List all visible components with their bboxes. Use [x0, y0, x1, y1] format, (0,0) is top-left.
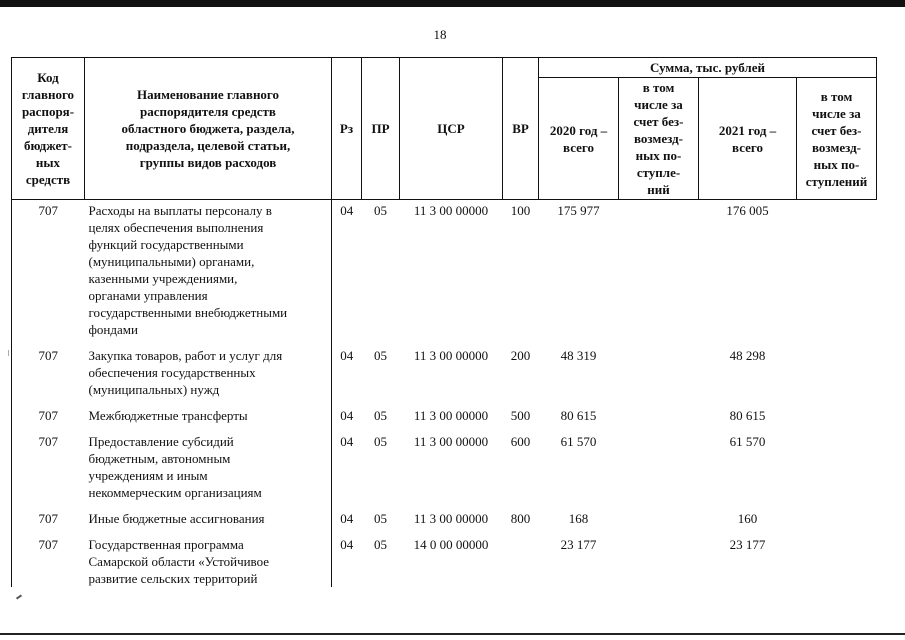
table-row — [12, 407, 877, 424]
header-text-line: ных — [35, 155, 61, 170]
expense-name-line: Иные бюджетные ассигнования — [88, 511, 265, 526]
sum-2020-total: 23 177 — [560, 537, 597, 552]
header-text-line: ступле- — [636, 165, 681, 180]
expense-name-line: Государственная программа — [88, 537, 244, 552]
spacer-cell — [400, 501, 503, 510]
expense-name-line: обеспечения государственных — [88, 365, 256, 380]
header-2020-total — [539, 78, 619, 200]
spacer-cell — [699, 398, 797, 407]
header-text-line: числе за — [812, 105, 861, 121]
expense-name-line: функций государственными — [88, 237, 244, 252]
table-row — [12, 200, 877, 339]
expense-name — [85, 407, 332, 424]
expense-name-line: Предоставление субсидий — [88, 434, 234, 449]
row-spacer — [12, 398, 877, 407]
spacer-cell — [332, 527, 362, 536]
header-text-line: областного бюджета, раздела, — [121, 121, 295, 136]
section-code: 04 — [340, 434, 354, 449]
section-code: 04 — [340, 408, 354, 423]
expense-name-line: учреждениям и иным — [88, 468, 208, 483]
header-pr: ПР — [362, 58, 400, 200]
sum-2020-grants — [619, 200, 699, 339]
sum-2020-total: 61 570 — [560, 434, 597, 449]
expense-name-line: казенными учреждениями, — [88, 271, 238, 286]
spacer-cell — [362, 398, 400, 407]
gr-code: 707 — [12, 536, 85, 587]
spacer-cell — [797, 398, 877, 407]
expense-name — [85, 200, 332, 339]
header-name — [85, 58, 332, 200]
header-vr: ВР — [503, 58, 539, 200]
header-sum-group: Сумма, тыс. рублей — [539, 58, 877, 78]
table-row — [12, 433, 877, 501]
subsection-code: 05 — [374, 434, 387, 449]
gr-code: 707 — [12, 510, 85, 527]
sum-2020-grants — [619, 510, 699, 527]
header-text-line: распорядителя средств — [140, 104, 276, 119]
subsection-code: 05 — [374, 537, 387, 552]
spacer-cell — [85, 424, 332, 433]
spacer-cell — [503, 501, 539, 510]
expense-type-code: 500 — [510, 408, 531, 423]
gr-code: 707 — [12, 347, 85, 398]
expense-type-code: 200 — [510, 348, 531, 363]
spacer-cell — [12, 527, 85, 536]
gr-code: 707 — [12, 200, 85, 339]
spacer-cell — [503, 338, 539, 347]
target-article-code: 11 3 00 00000 — [413, 348, 489, 363]
spacer-cell — [539, 527, 619, 536]
header-text-line: средств — [25, 172, 71, 187]
subsection-code: 05 — [374, 511, 387, 526]
header-2021-grants — [797, 78, 877, 200]
spacer-cell — [797, 501, 877, 510]
header-text-line: счет без- — [633, 114, 684, 129]
header-text-line: ступлений — [805, 173, 868, 189]
header-text-line: в том — [820, 88, 853, 104]
table-row — [12, 536, 877, 587]
spacer-cell — [332, 424, 362, 433]
sum-2021-grants — [797, 510, 877, 527]
section-code: 04 — [340, 203, 354, 218]
spacer-cell — [12, 424, 85, 433]
spacer-cell — [332, 338, 362, 347]
expense-name-line: некоммерческим организациям — [88, 485, 262, 500]
table-row — [12, 510, 877, 527]
expense-name — [85, 510, 332, 527]
expense-name-line: Расходы на выплаты персоналу в — [88, 203, 272, 218]
header-text-line: в том — [642, 80, 675, 95]
sum-2021-total: 61 570 — [729, 434, 766, 449]
expense-type-code — [503, 536, 539, 587]
budget-table — [11, 57, 877, 587]
expense-name-line: Самарской области «Устойчивое — [88, 554, 270, 569]
top-border — [0, 0, 905, 7]
scan-mark — [8, 350, 9, 356]
sum-2021-total: 23 177 — [729, 537, 766, 552]
spacer-cell — [400, 338, 503, 347]
spacer-cell — [539, 398, 619, 407]
spacer-cell — [12, 398, 85, 407]
header-text-line: бюджет- — [23, 138, 72, 153]
table-header — [12, 58, 877, 200]
section-code: 04 — [340, 537, 354, 552]
expense-name-line: органами управления — [88, 288, 208, 303]
spacer-cell — [400, 398, 503, 407]
subsection-code: 05 — [374, 348, 387, 363]
expense-name-line: фондами — [88, 322, 138, 337]
spacer-cell — [539, 501, 619, 510]
section-code: 04 — [340, 511, 354, 526]
expense-type-code: 600 — [510, 434, 531, 449]
spacer-cell — [85, 527, 332, 536]
spacer-cell — [619, 424, 699, 433]
spacer-cell — [85, 501, 332, 510]
sum-2021-total: 160 — [737, 511, 758, 526]
scan-mark — [16, 594, 22, 599]
header-2020-grants — [619, 78, 699, 200]
spacer-cell — [362, 424, 400, 433]
subsection-code: 05 — [374, 203, 387, 218]
header-text-line: группы видов расходов — [139, 155, 277, 170]
expense-name-line: (муниципальных) нужд — [88, 382, 220, 397]
target-article-code: 11 3 00 00000 — [413, 511, 489, 526]
spacer-cell — [797, 338, 877, 347]
gr-code: 707 — [12, 407, 85, 424]
header-text-line: Наименование главного — [136, 87, 280, 102]
sum-2020-total: 80 615 — [560, 408, 597, 423]
spacer-cell — [503, 424, 539, 433]
expense-name — [85, 347, 332, 398]
spacer-cell — [85, 338, 332, 347]
spacer-cell — [332, 398, 362, 407]
header-text-line: распоря- — [21, 104, 75, 119]
target-article-code: 11 3 00 00000 — [413, 408, 489, 423]
header-text-line: ний — [647, 182, 670, 197]
subsection-code: 05 — [374, 408, 387, 423]
header-csr: ЦСР — [400, 58, 503, 200]
sum-2021-total: 176 005 — [726, 203, 769, 218]
spacer-cell — [12, 501, 85, 510]
spacer-cell — [539, 424, 619, 433]
sum-2021-grants — [797, 200, 877, 339]
bottom-border — [0, 633, 905, 635]
sum-2021-grants — [797, 407, 877, 424]
expense-name-line: государственными внебюджетными — [88, 305, 288, 320]
spacer-cell — [619, 527, 699, 536]
spacer-cell — [362, 527, 400, 536]
sum-2020-total: 48 319 — [560, 348, 597, 363]
sum-2020-total: 175 977 — [557, 203, 600, 218]
sum-2020-grants — [619, 407, 699, 424]
row-spacer — [12, 527, 877, 536]
spacer-cell — [619, 338, 699, 347]
gr-code: 707 — [12, 433, 85, 501]
row-spacer — [12, 424, 877, 433]
expense-name — [85, 536, 332, 587]
sum-2020-grants — [619, 433, 699, 501]
header-code — [12, 58, 85, 200]
spacer-cell — [362, 501, 400, 510]
spacer-cell — [797, 424, 877, 433]
header-text-line: возмезд- — [812, 139, 861, 155]
header-text-line: возмезд- — [634, 131, 683, 146]
target-article-code: 11 3 00 00000 — [413, 203, 489, 218]
header-text-line: 2020 год – — [549, 122, 608, 138]
expense-name-line: Межбюджетные трансферты — [88, 408, 248, 423]
header-text-line: подраздела, целевой статьи, — [125, 138, 291, 153]
spacer-cell — [699, 527, 797, 536]
spacer-cell — [400, 527, 503, 536]
header-text-line: ных по- — [635, 148, 682, 163]
sum-2021-grants — [797, 347, 877, 398]
header-text-line: главного — [21, 87, 75, 102]
spacer-cell — [503, 398, 539, 407]
sum-2021-grants — [797, 536, 877, 587]
spacer-cell — [400, 424, 503, 433]
page-number: 18 — [433, 27, 447, 42]
header-rz: Рз — [332, 58, 362, 200]
spacer-cell — [699, 424, 797, 433]
sum-2020-grants — [619, 347, 699, 398]
spacer-cell — [699, 501, 797, 510]
spacer-cell — [699, 338, 797, 347]
header-text-line: ных по- — [813, 156, 860, 172]
spacer-cell — [539, 338, 619, 347]
table-body — [12, 200, 877, 588]
header-2021-total — [699, 78, 797, 200]
header-text-line: 2021 год – — [718, 122, 777, 138]
expense-type-code: 800 — [510, 511, 531, 526]
sum-2021-grants — [797, 433, 877, 501]
header-text-line: дителя — [27, 121, 69, 136]
header-text-line: всего — [563, 139, 594, 155]
sum-2020-grants — [619, 536, 699, 587]
header-text-line: счет без- — [811, 122, 862, 138]
header-text-line: Код — [37, 70, 59, 85]
header-text-line: числе за — [634, 97, 683, 112]
target-article-code: 11 3 00 00000 — [413, 434, 489, 449]
expense-name-line: бюджетным, автономным — [88, 451, 231, 466]
expense-name-line: целях обеспечения выполнения — [88, 220, 264, 235]
sum-2020-total: 168 — [568, 511, 589, 526]
target-article-code: 14 0 00 00000 — [413, 537, 489, 552]
spacer-cell — [797, 527, 877, 536]
row-spacer — [12, 501, 877, 510]
spacer-cell — [619, 501, 699, 510]
spacer-cell — [503, 527, 539, 536]
section-code: 04 — [340, 348, 354, 363]
table-row — [12, 347, 877, 398]
sum-2021-total: 80 615 — [729, 408, 766, 423]
expense-name-line: развитие сельских территорий — [88, 571, 258, 586]
spacer-cell — [85, 398, 332, 407]
expense-name-line: (муниципальными) органами, — [88, 254, 255, 269]
header-text-line: всего — [732, 139, 763, 155]
expense-name — [85, 433, 332, 501]
sum-2021-total: 48 298 — [729, 348, 766, 363]
expense-name-line: Закупка товаров, работ и услуг для — [88, 348, 283, 363]
spacer-cell — [619, 398, 699, 407]
spacer-cell — [362, 338, 400, 347]
spacer-cell — [12, 338, 85, 347]
row-spacer — [12, 338, 877, 347]
spacer-cell — [332, 501, 362, 510]
expense-type-code: 100 — [510, 203, 531, 218]
